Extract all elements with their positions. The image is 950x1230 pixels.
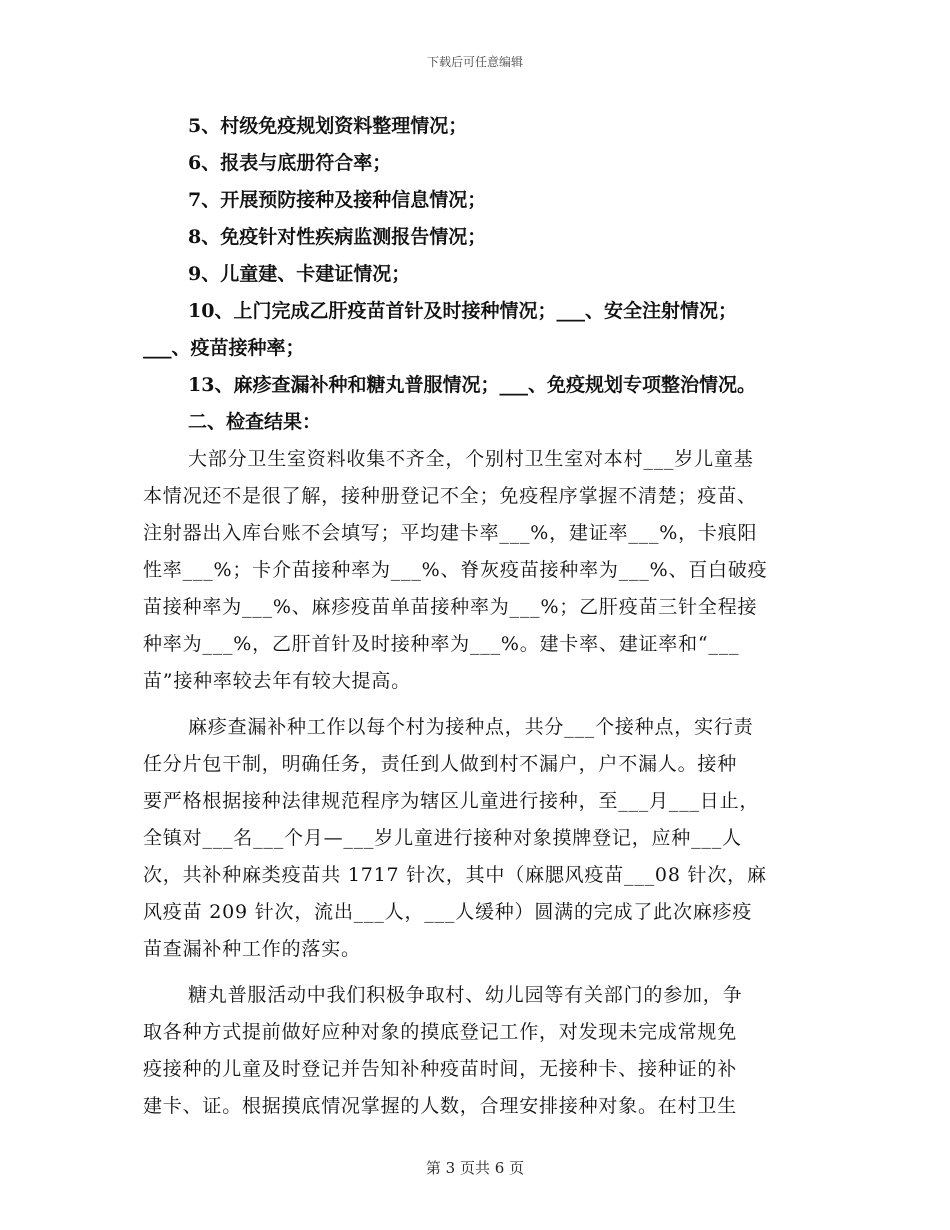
- paragraph-line: 麻疹查漏补种工作以每个村为接种点，共分___个接种点，实行责: [188, 716, 754, 738]
- list-item: 6、报表与底册符合率；: [188, 152, 392, 174]
- paragraph-line: 性率___%；卡介苗接种率为___%、脊灰疫苗接种率为___%、百白破疫: [143, 559, 768, 581]
- page-header: 下载后可任意编辑: [426, 55, 523, 69]
- paragraph-line: 取各种方式提前做好应种对象的摸底登记工作，对发现未完成常规免: [143, 1021, 738, 1043]
- paragraph-line: 要严格根据接种法律规范程序为辖区儿童进行接种，至___月___日止，: [143, 790, 760, 812]
- list-item: 9、儿童建、卡建证情况；: [188, 263, 411, 285]
- paragraph-line: 任分片包干制，明确任务，责任到人做到村不漏户，户不漏人。接种: [143, 753, 738, 775]
- list-item: 7、开展预防接种及接种信息情况；: [188, 189, 487, 211]
- list-item: 5、村级免疫规划资料整理情况；: [188, 115, 468, 137]
- paragraph-line: 苗”接种率较去年有较大提高。: [143, 670, 411, 692]
- document-body: [143, 108, 815, 1125]
- paragraph-line: 风疫苗 209 针次，流出___人，___人缓种）圆满的完成了此次麻疹疫: [143, 901, 753, 923]
- list-item: ___、疫苗接种率；: [143, 337, 305, 359]
- paragraph-line: 注射器出入库台账不会填写；平均建卡率___%，建证率___%，卡痕阳: [143, 522, 758, 544]
- paragraph-line: 种率为___%，乙肝首针及时接种率为___%。建卡率、建证率和“___: [143, 633, 740, 655]
- list-item: 8、免疫针对性疾病监测报告情况；: [188, 226, 487, 248]
- section-heading: 二、检查结果：: [188, 411, 322, 433]
- paragraph-line: 大部分卫生室资料收集不齐全，个别村卫生室对本村___岁儿童基: [188, 448, 754, 470]
- paragraph-line: 次，共补种麻类疫苗共 1717 针次，其中（麻腮风疫苗___08 针次，麻: [143, 864, 767, 886]
- paragraph-line: 苗查漏补种工作的落实。: [143, 938, 361, 960]
- paragraph-line: 疫接种的儿童及时登记并告知补种疫苗时间，无接种卡、接种证的补: [143, 1058, 738, 1080]
- list-item: 10、上门完成乙肝疫苗首针及时接种情况；___、安全注射情况；: [188, 300, 737, 322]
- paragraph-line: 苗接种率为___%、麻疹疫苗单苗接种率为___%；乙肝疫苗三针全程接: [143, 596, 758, 618]
- list-item: 13、麻疹查漏补种和糖丸普服情况；___、免疫规划专项整治情况。: [188, 374, 756, 396]
- paragraph-line: 本情况还不是很了解，接种册登记不全；免疫程序掌握不清楚；疫苗、: [143, 485, 757, 507]
- paragraph-line: 建卡、证。根据摸底情况掌握的人数，合理安排接种对象。在村卫生: [143, 1095, 738, 1117]
- paragraph-line: 全镇对___名___个月—___岁儿童进行接种对象摸牌登记，应种___人: [143, 827, 742, 849]
- paragraph-line: 糖丸普服活动中我们积极争取村、幼儿园等有关部门的参加，争: [188, 984, 743, 1006]
- page-footer: 第 3 页共 6 页: [425, 1159, 525, 1177]
